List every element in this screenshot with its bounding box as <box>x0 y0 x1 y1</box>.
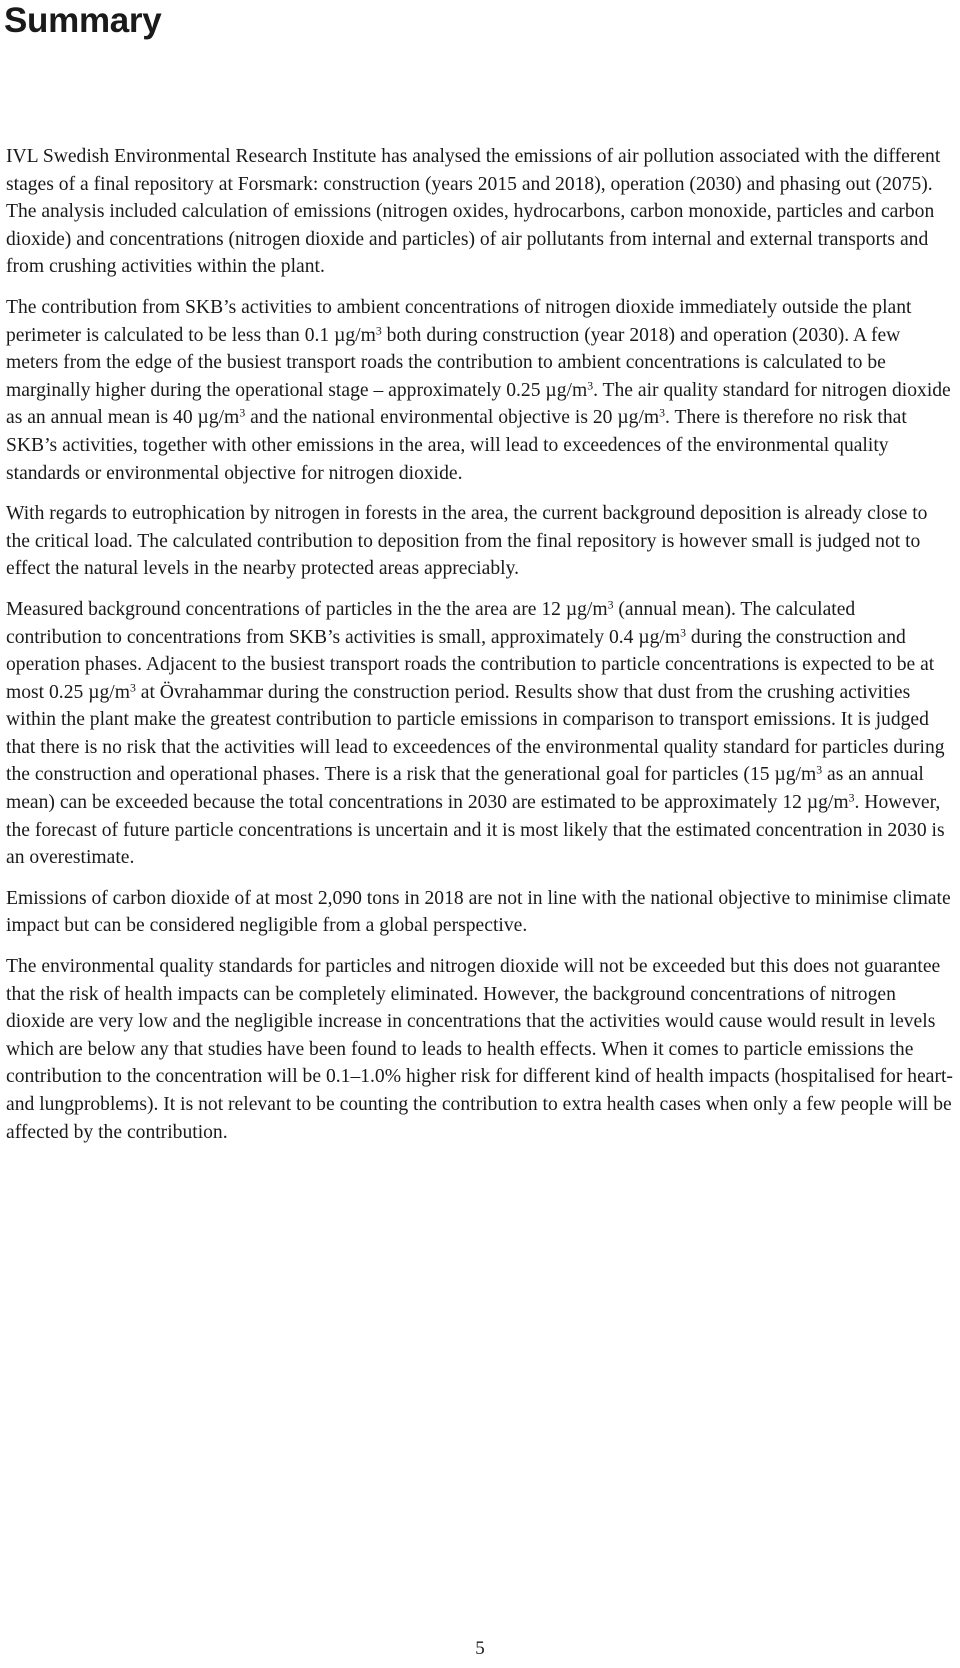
text-segment: Measured background concentrations of particles in the the area are 12 <box>6 598 566 620</box>
unit-ugm3: $\mu g/m^3$ <box>774 764 823 786</box>
text-segment: and the national environmental objective is 20 <box>245 407 618 429</box>
unit-ugm3: $\mu g/m^3$ <box>617 406 666 429</box>
text-segment: The contribution from SKB’s activities to ambient concentrations of nitrogen dioxide immediately outside the plant perimeter is calculated to be less than 0.1 <box>6 296 912 346</box>
unit-ugm3: $\mu g/m^3$ <box>565 598 614 620</box>
paragraph-1: IVL Swedish Environmental Research Institute has analysed the emissions of air pollution associated with the different stages of a final repository at Forsmark: construction (years 2015 and 2018), operation (2030) and phasing out (2075). The analysis included calculation of emissions (nitrogen oxides, hydrocarbons, carbon monoxide, particles and carbon dioxide) and concentrations (nitrogen dioxide and particles) of air pollutants from internal and external transports and from crushing activities within the plant. <box>6 146 941 278</box>
paragraph-6: The environmental quality standards for particles and nitrogen dioxide will not be exceeded but this does not guarantee that the risk of health impacts can be completely eliminated. However, the background concentrations of nitrogen dioxide are very low and the negligible increase in concentrations that the activities would cause would result in levels which are below any that studies have been found to leads to health effects. When it comes to particle emissions the contribution to the concentration will be 0.1–1.0% higher risk for different kind of health impacts (hospitalised for heart- and lungproblems). It is not relevant to be counting the contribution to extra health cases when only a few people will be affected by the contribution. <box>6 956 953 1143</box>
unit-ugm3: $\mu g/m^3$ <box>545 379 594 401</box>
text-segment: . The air quality standard for nitrogen dioxide as an annual mean is 40 <box>6 379 951 429</box>
unit-ugm3: $\mu g/m^3$ <box>197 406 246 429</box>
paragraph-2 <box>6 294 954 487</box>
page-number: 5 <box>475 1638 485 1659</box>
text-segment: both during construction (year 2018) and operation (2030). A few meters from the edge of the busiest transport roads the contribution to ambient concentrations is calculated to be marginally higher during the operational stage – approximately 0.25 <box>6 324 901 401</box>
unit-ugm3: $\mu g/m^3$ <box>638 626 686 648</box>
unit-ugm3: $\mu g/m^3$ <box>88 681 136 703</box>
summary-body <box>6 143 954 1159</box>
text-segment: . However, the forecast of future particle concentrations is uncertain and it is most likely that the estimated concentration in 2030 is an overestimate. <box>6 792 945 869</box>
text-segment: (annual mean). The calculated contribution to concentrations from SKB’s activities is small, approximately 0.4 <box>6 598 856 648</box>
text-segment: during the construction and operation phases. Adjacent to the busiest transport roads the contribution to particle concentrations is expected to be at most 0.25 <box>6 626 935 703</box>
paragraph-5: Emissions of carbon dioxide of at most 2,090 tons in 2018 are not in line with the national objective to minimise climate impact but can be considered negligible from a global perspective. <box>6 887 951 937</box>
text-segment: as an annual mean) can be exceeded because the total concentrations in 2030 are estimated to be approximately 12 <box>6 764 924 814</box>
unit-ugm3: $\mu g/m^3$ <box>334 324 382 346</box>
page-title: Summary <box>4 1 162 40</box>
paragraph-4 <box>6 596 954 872</box>
paragraph-3: With regards to eutrophication by nitrogen in forests in the area, the current background deposition is already close to the critical load. The calculated contribution to deposition from the final repository is however small is judged not to effect the natural levels in the nearby protected areas appreciably. <box>6 503 928 580</box>
unit-ugm3: $\mu g/m^3$ <box>806 791 855 814</box>
text-segment: . There is therefore no risk that SKB’s activities, together with other emissions in the area, will lead to exceedences of the environmental quality standards or environmental objective for nitrogen dioxide. <box>6 407 907 484</box>
text-segment: at Övrahammar during the construction period. Results show that dust from the crushing activities within the plant make the greatest contribution to particle emissions in comparison to transport emissions. It is judged that there is no risk that the activities will lead to exceedences of the environmental quality standard for particles during the construction and operational phases. There is a risk that the generational goal for particles (15 <box>6 681 945 786</box>
